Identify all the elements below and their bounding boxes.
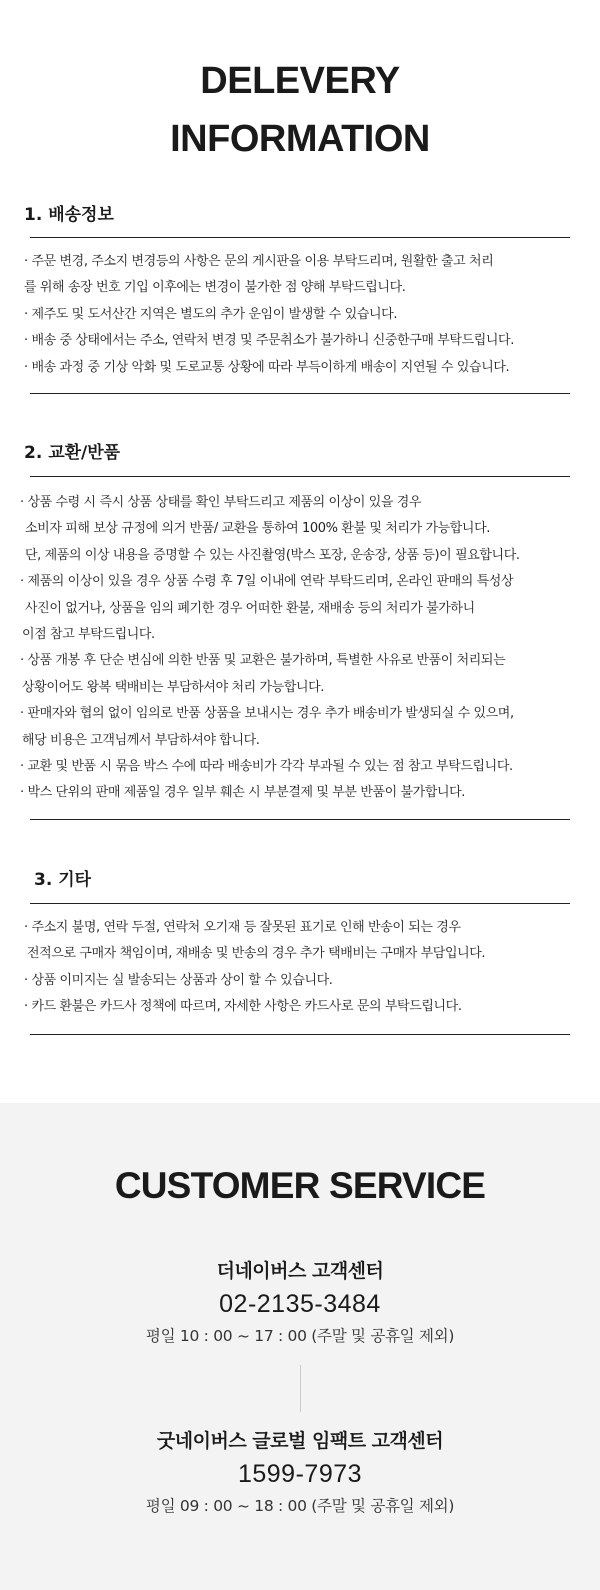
etc-heading: 3. 기타 <box>34 870 92 890</box>
delivery-title-line1: DELEVERY <box>200 60 400 102</box>
center-divider <box>300 1365 301 1412</box>
shipping-info-heading: 1. 배송정보 <box>24 205 114 225</box>
list-item: 단, 제품의 이상 내용을 증명할 수 있는 사진촬영(박스 포장, 운송장, 상품 등)이 필요합니다. <box>25 547 520 563</box>
list-item: · 주소지 불명, 연락 두절, 연락처 오기재 등 잘못된 표기로 인해 반송이 되는 경우 <box>24 920 461 935</box>
section-divider <box>30 819 570 820</box>
customer-center-2 <box>0 1426 600 1520</box>
list-item: · 주문 변경, 주소지 변경등의 사항은 문의 게시판을 이용 부탁드리며, 원활한 출고 처리 <box>24 254 494 269</box>
list-item: 이점 참고 부탁드립니다. <box>22 627 155 643</box>
section-divider <box>30 903 570 904</box>
list-item: · 카드 환불은 카드사 정책에 따르며, 자세한 사항은 카드사로 문의 부탁드립니다. <box>24 999 462 1015</box>
delivery-title <box>0 52 600 168</box>
list-item: · 판매자와 협의 없이 임의로 반품 상품을 보내시는 경우 추가 배송비가 발생되실 수 있으며, <box>20 706 514 722</box>
center-name: 굿네이버스 글로벌 임팩트 고객센터 <box>156 1430 444 1452</box>
center-phone: 1599-7973 <box>237 1460 363 1488</box>
list-item: · 제주도 및 도서산간 지역은 별도의 추가 운임이 발생할 수 있습니다. <box>24 306 398 322</box>
section-divider <box>30 1034 570 1035</box>
list-item: · 상품 이미지는 실 발송되는 상품과 상이 할 수 있습니다. <box>24 972 333 988</box>
center-phone: 02-2135-3484 <box>219 1290 381 1318</box>
customer-service-section <box>0 1103 600 1590</box>
list-item: · 상품 수령 시 즉시 상품 상태를 확인 부탁드리고 제품의 이상이 있을 경우 <box>20 495 422 510</box>
center-hours: 평일 10 : 00 ~ 17 : 00 (주말 및 공휴일 제외) <box>145 1327 455 1345</box>
center-name: 더네이버스 고객센터 <box>216 1260 384 1282</box>
list-item: 를 위해 송장 번호 기입 이후에는 변경이 불가한 점 양해 부탁드립니다. <box>24 280 406 296</box>
list-item: 사진이 없거나, 상품을 임의 폐기한 경우 어떠한 환불, 재배송 등의 처리가 불가하니 <box>25 600 475 616</box>
section-divider <box>30 237 570 238</box>
list-item: · 교환 및 반품 시 묶음 박스 수에 따라 배송비가 각각 부과될 수 있는 점 참고 부탁드립니다. <box>20 759 513 775</box>
list-item: · 박스 단위의 판매 제품일 경우 일부 훼손 시 부분결제 및 부분 반품이 불가합니다. <box>20 785 466 801</box>
list-item: 해당 비용은 고객님께서 부담하셔야 합니다. <box>22 732 260 748</box>
list-item: 상황이어도 왕복 택배비는 부담하셔야 처리 가능합니다. <box>22 679 325 695</box>
list-item: 소비자 피해 보상 규정에 의거 반품/ 교환을 통하여 100% 환불 및 처리가 가능합니다. <box>25 521 490 537</box>
customer-center-1 <box>0 1256 600 1350</box>
section-divider <box>30 393 570 394</box>
list-item: · 배송 중 상태에서는 주소, 연락처 변경 및 주문취소가 불가하니 신중한구매 부탁드립니다. <box>24 333 514 349</box>
exchange-return-heading: 2. 교환/반품 <box>24 443 121 463</box>
customer-service-title: CUSTOMER SERVICE <box>114 1165 486 1206</box>
delivery-title-line2: INFORMATION <box>170 118 430 160</box>
list-item: · 제품의 이상이 있을 경우 상품 수령 후 7일 이내에 연락 부탁드리며, 온라인 판매의 특성상 <box>20 574 514 590</box>
exchange-return-list <box>20 490 520 807</box>
list-item: 전적으로 구매자 책임이며, 재배송 및 반송의 경우 추가 택배비는 구매자 부담입니다. <box>27 946 486 962</box>
list-item: · 배송 과정 중 기상 악화 및 도로교통 상황에 따라 부득이하게 배송이 지연될 수 있습니다. <box>24 359 510 375</box>
list-item: · 상품 개봉 후 단순 변심에 의한 반품 및 교환은 불가하며, 특별한 사유로 반품이 처리되는 <box>20 653 506 669</box>
section-divider <box>30 476 570 477</box>
center-hours: 평일 09 : 00 ~ 18 : 00 (주말 및 공휴일 제외) <box>145 1497 455 1515</box>
etc-list <box>24 915 485 1021</box>
shipping-info-list <box>24 249 514 381</box>
